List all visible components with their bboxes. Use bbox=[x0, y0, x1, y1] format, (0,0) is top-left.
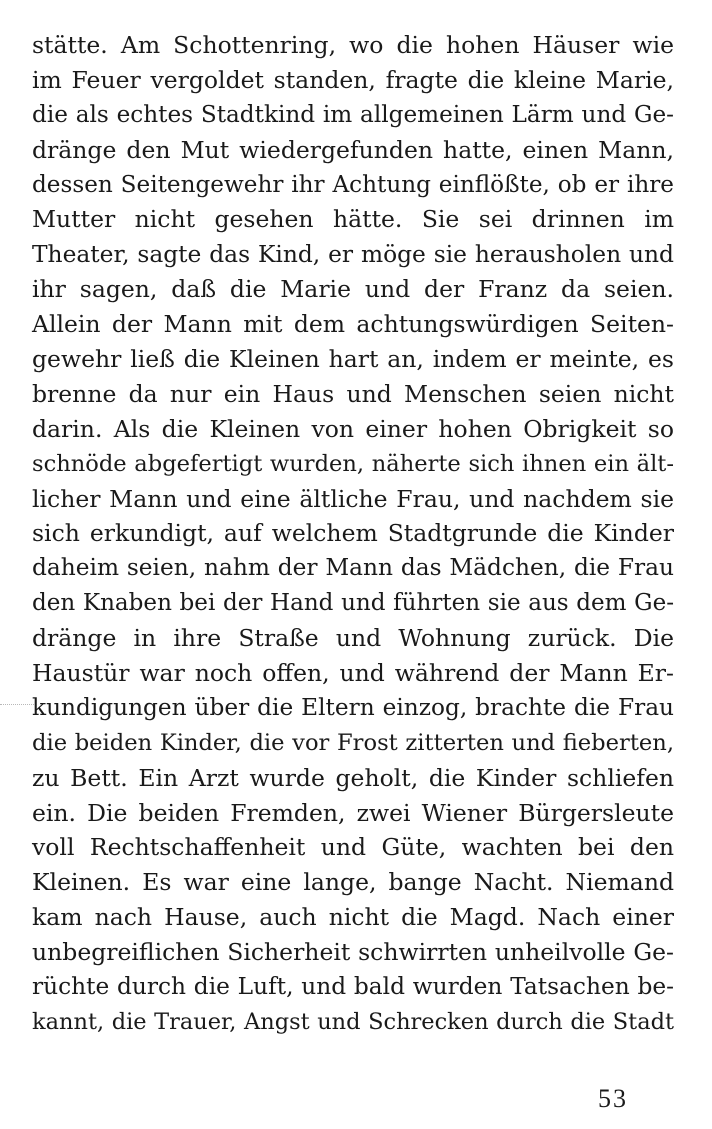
text-line: dränge in ihre Straße und Wohnung zurück. Die bbox=[32, 624, 674, 653]
text-line: daheim seien, nahm der Mann das Mädchen, die Frau bbox=[32, 554, 674, 582]
text-line: die als echtes Stadtkind im allgemeinen Lärm und Ge- bbox=[32, 101, 674, 128]
text-line: die beiden Kinder, die vor Frost zitterten und fieberten, bbox=[32, 729, 674, 756]
text-line: kundigungen über die Eltern einzog, brachte die Frau bbox=[32, 693, 674, 721]
text-line: ihr sagen, daß die Marie und der Franz da seien. bbox=[32, 275, 674, 304]
text-line: Mutter nicht gesehen hätte. Sie sei drinnen im bbox=[32, 205, 674, 234]
text-line: zu Bett. Ein Arzt wurde geholt, die Kinder schliefen bbox=[32, 763, 674, 792]
text-line: ein. Die beiden Fremden, zwei Wiener Bürgersleute bbox=[32, 798, 674, 827]
text-line: sich erkundigt, auf welchem Stadtgrunde die Kinder bbox=[32, 519, 674, 548]
text-line: unbegreiflichen Sicherheit schwirrten unheilvolle Ge- bbox=[32, 938, 674, 967]
margin-mark bbox=[0, 704, 36, 706]
text-line: den Knaben bei der Hand und führten sie aus dem Ge- bbox=[32, 590, 674, 617]
text-line: licher Mann und eine ältliche Frau, und nachdem sie bbox=[32, 484, 674, 513]
text-line: kam nach Hause, auch nicht die Magd. Nach einer bbox=[32, 903, 674, 932]
text-line: dessen Seitengewehr ihr Achtung einflößte, ob er ihre bbox=[32, 171, 674, 198]
text-line: gewehr ließ die Kleinen hart an, indem er meinte, es bbox=[32, 345, 674, 374]
text-line: stätte. Am Schottenring, wo die hohen Häuser wie bbox=[32, 31, 674, 59]
text-line: kannt, die Trauer, Angst und Schrecken durch die Stadt bbox=[32, 1008, 674, 1035]
text-line: Theater, sagte das Kind, er möge sie herausholen und bbox=[32, 240, 674, 269]
text-line: Allein der Mann mit dem achtungswürdigen Seiten- bbox=[32, 310, 674, 339]
text-line: darin. Als die Kleinen von einer hohen Obrigkeit so bbox=[32, 414, 674, 443]
text-line: Kleinen. Es war eine lange, bange Nacht. Niemand bbox=[32, 868, 674, 897]
text-line: voll Rechtschaffenheit und Güte, wachten bei den bbox=[32, 833, 674, 862]
body-text bbox=[32, 28, 674, 1040]
text-line: brenne da nur ein Haus und Menschen seien nicht bbox=[32, 379, 674, 408]
text-line: rüchte durch die Luft, und bald wurden Tatsachen be- bbox=[32, 973, 674, 1001]
page-number: 53 bbox=[598, 1084, 628, 1113]
text-line: Haustür war noch offen, und während der Mann Er- bbox=[32, 659, 674, 688]
text-line: im Feuer vergoldet standen, fragte die kleine Marie, bbox=[32, 65, 674, 94]
text-line: dränge den Mut wiedergefunden hatte, einen Mann, bbox=[32, 135, 674, 164]
text-line: schnöde abgefertigt wurden, näherte sich ihnen ein ält- bbox=[32, 450, 674, 477]
